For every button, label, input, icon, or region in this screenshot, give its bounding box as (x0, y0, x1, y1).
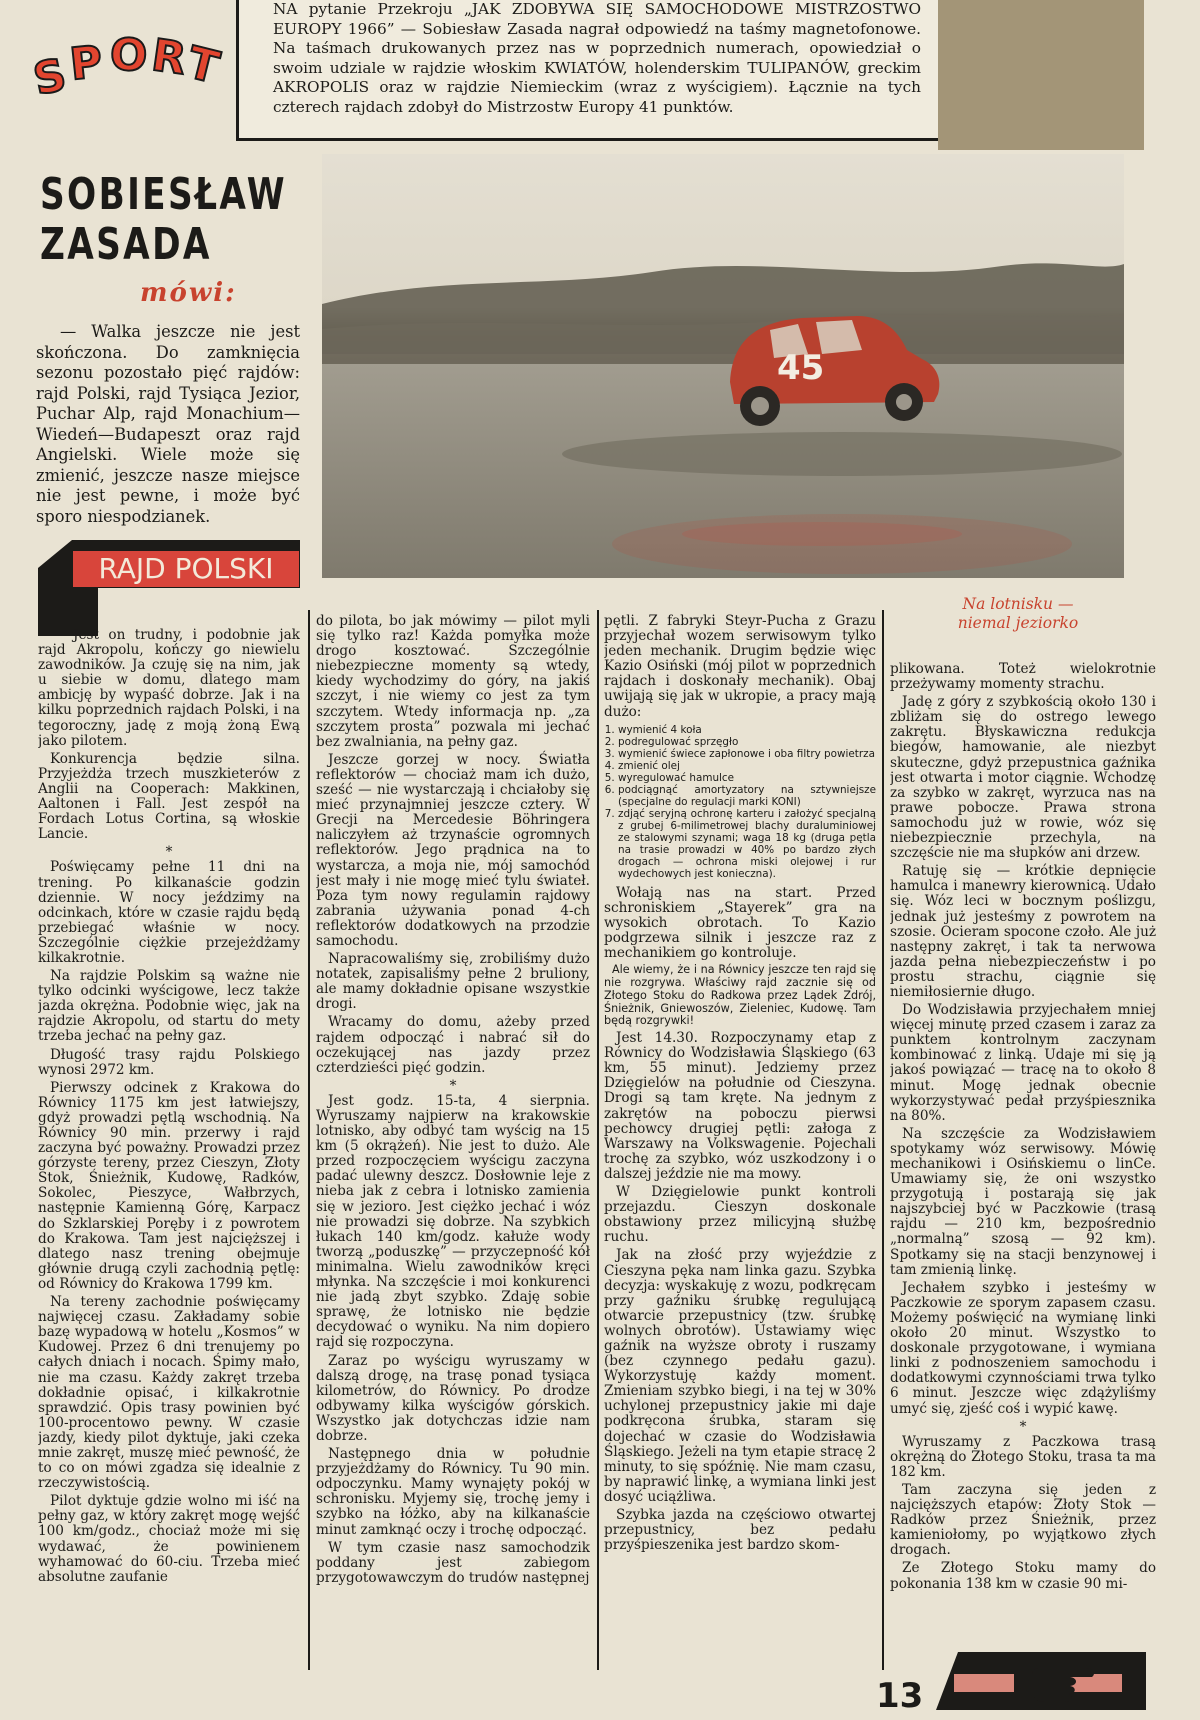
headline-line-1: SOBIESŁAW (40, 169, 287, 220)
olive-block (938, 0, 1144, 150)
page-number: 13 (876, 1676, 924, 1716)
paragraph: W tym czasie nasz samochodzik poddany jest zabiegom przygotowawczym do trudów następnej (316, 1539, 590, 1586)
separator-star: * (1019, 1418, 1027, 1435)
sport-letter-t: T (182, 37, 224, 94)
list-item: 5. wyregulować hamulce (618, 772, 876, 784)
column-divider (308, 610, 310, 1670)
photo-caption (908, 595, 1128, 633)
article-column-3 (604, 614, 876, 1674)
paragraph: Na szczęście za Wodzisławiem spotykamy wóz serwisowy. Mówię mechanikowi i Osińskiemu o linCe. Umawiamy się, że oni wszystko przygotują i postarają się jak najszybciej być w Paczkowie (trasą rajdu — 210 km, bezpośrednio „normalną” szosą — 92 km). Spotkamy się na stacji benzynowej i tam zmienią linkę. (890, 1125, 1156, 1278)
paragraph: Konkurencja będzie silna. Przyjeżdża trzech muszkieterów z Anglii na Cooperach: Makkinen, Aaltonen i Fall. Jest zespół na Fordach Lotus Cortina, są włoskie Lancie. (38, 750, 300, 843)
caption-line-1: Na lotnisku — (962, 595, 1074, 613)
section-banner: RAJD POLSKI (72, 550, 300, 588)
paragraph: Pierwszy odcinek z Krakowa do Równicy 1175 km jest łatwiejszy, gdyż prowadzi pętlą wschodnią. Na Równicy 90 min. przerwy i rajd zaczyna być poważny. Prowadzi przez górzyste tereny, przez Cieszyn, Złoty Stok, Śnieżnik, Kudowę, Radków, Sokolec, Pieszyce, Wałbrzych, następnie Kamienną Górę, Karpacz do Szklarskiej Poręby i z powrotem do Krakowa. Tam jest najcięższej i dlatego nasz trening obejmuje głównie drugą czyli zachodnią pętlę: od Równicy do Krakowa 1799 km. (38, 1079, 300, 1292)
paragraph: Następnego dnia w południe przyjeżdżamy do Równicy. Tu 90 min. odpoczynku. Mamy wynajęty pokój w schronisku. Myjemy się, trochę jemy i szybko na łóżko, aby na kilkanaście minut zamknąć oczy i trochę odpocząć. (316, 1446, 590, 1538)
caption-line-2: niemal jeziorko (957, 614, 1079, 632)
car-number: 45 (777, 348, 825, 388)
sport-letter-r: R (148, 29, 190, 86)
paragraph: Do Wodzisławia przyjechałem mniej więcej minutę przed czasem i zaraz za punktem kontrolnym zaczynam kombinować z linką. Udaje mi się ją jakoś powiązać — tracę na to około 8 minut. Mogę jednak obecnie wykorzystywać pedał przyśpiesznika na 80%. (890, 1002, 1156, 1124)
paragraph: Pilot dyktuje gdzie wolno mi iść na pełny gaz, w który zakręt mogę wejść 100 km/godz., chociaż może mi się wydawać, że powinienem wyhamować do 60-ciu. Trzeba mieć absolutne zaufanie (38, 1493, 300, 1585)
headline-subtitle: mówi: (140, 278, 237, 308)
note-paragraph: Ale wiemy, że i na Równicy jeszcze ten rajd się nie rozgrywa. Właściwy rajd zacznie się od Złotego Stoku do Radkowa przez Lądek Zdrój, Śnieżnik, Gniewoszów, Zieleniec, Kudowę. Tam będą rozgrywki! (604, 963, 876, 1028)
footer-banner (936, 1652, 1146, 1710)
paragraph: plikowana. Toteż wielokrotnie przeżywamy momenty strachu. (890, 662, 1156, 693)
paragraph: Wyruszamy z Paczkowa trasą okrężną do Złotego Stoku, trasa ta ma 182 km. (890, 1433, 1156, 1480)
paragraph: Napracowaliśmy się, zrobiliśmy dużo notatek, zapisaliśmy pełne 2 bruliony, ale mamy dokładnie opisane wszystkie drogi. (316, 951, 590, 1013)
list-item: 2. podregulować sprzęgło (618, 736, 876, 748)
maintenance-list (604, 724, 876, 880)
paragraph: Na tereny zachodnie poświęcamy najwięcej czasu. Zakładamy sobie bazę wypadową w hotelu „Kosmos” w Kudowej. Przez 6 dni trenujemy po całych dniach i nocach. Śpimy mało, nie ma czasu. Każdy zakręt trzeba dokładnie opisać, i kilkakrotnie sprawdzić. Opis trasy powinien być 100-procentowo pewny. W czasie jazdy, kiedy pilot dyktuje, jaki czeka mnie zakręt, muszę mieć pewność, że to co on mówi zgadza się idealnie z rzeczywistością. (38, 1294, 300, 1492)
intro-box (236, 0, 942, 141)
sport-letter-p: P (67, 36, 105, 91)
paragraph: do pilota, bo jak mówimy — pilot myli się tylko raz! Każda pomyłka może drogo kosztować. Szczególnie niebezpieczne momenty są wtedy, kiedy wychodzimy do góry, na jakiś szczyt, i nie wiemy co jest za tym szczytem. Wtedy informacja np. „za szczytem prosta” pozwala mi jechać bez zwalniania, na pełny gaz. (316, 614, 590, 750)
headline-line-2: ZASADA (40, 219, 212, 270)
paragraph: — Jest on trudny, i podobnie jak rajd Akropolu, kończy go niewielu zawodników. Ja czuję się na nim, jak u siebie w domu, dlatego mam ambicję by wypaść dobrze. Jak i na kilku poprzednich rajdach Polski, i na tegoroczny, jadę z moją żoną Ewą jako pilotem. (38, 628, 300, 749)
paragraph: pętli. Z fabryki Steyr-Pucha z Grazu przyjechał wozem serwisowym tylko jeden mechanik. Drugim będzie więc Kazio Osiński (mój pilot w poprzednich rajdach i doskonały mechanik). Obaj uwijają się jak w ukropie, a pracy mają dużo: (604, 614, 876, 720)
paragraph: Wołają nas na start. Przed schroniskiem „Stayerek” gra na wysokich obrotach. To Kazio podgrzewa silnik i jeszcze raz z mechanikiem go kontroluje. (604, 884, 876, 962)
sport-section-logo (29, 29, 224, 110)
paragraph: Długość trasy rajdu Polskiego wynosi 2972 km. (38, 1046, 300, 1078)
separator-star: * (449, 1077, 457, 1094)
paragraph: Na rajdzie Polskim są ważne nie tylko odcinki wyścigowe, lecz także jazda okrężna. Podobnie więc, jak na rajdzie Akropolu, od startu do mety trzeba jechać na pełny gaz. (38, 968, 300, 1045)
paragraph: W Dzięgielowie punkt kontroli przejazdu. Cieszyn doskonale obstawiony przez milicyjną służbę ruchu. (604, 1184, 876, 1246)
paragraph: Tam zaczyna się jeden z najcięższych etapów: Złoty Stok — Radków przez Śnieżnik, przez kamieniołomy, po wyjątkowo złych drogach. (890, 1481, 1156, 1559)
paragraph: Jadę z góry z szybkością około 130 i zbliżam się do ostrego lewego zakrętu. Błyskawiczna redukcja biegów, hamowanie, ale niezbyt skuteczne, gdyż przepustnica gaźnika jest otwarta i motor ciągnie. Wchodzę za szybko w zakręt, wyrzuca nas na prawe pobocze. Prawa strona samochodu już w rowie, wóz się niebezpiecznie przechyla, na szczęście nie ma słupków ani drzew. (890, 694, 1156, 862)
article-column-2 (316, 614, 590, 1674)
list-item: 6. podciągnąć amortyzatory na sztywniejsze (specjalne do regulacji marki KONI) (618, 784, 876, 808)
paragraph: Jechałem szybko i jesteśmy w Paczkowie ze sporym zapasem czasu. Możemy poświęcić na wymianę linki około 20 minut. Wszystko to doskonale przygotowane, i wymiana linki z podnoszeniem samochodu i dodatkowymi czynnościami trwa tylko 6 minut. Jeszcze więc zdążyliśmy umyć się, zjeść coś i wypić kawę. (890, 1279, 1156, 1417)
list-item: 4. zmienić olej (618, 760, 876, 772)
paragraph: Jest godz. 15-ta, 4 sierpnia. Wyruszamy najpierw na krakowskie lotnisko, aby odbyć tam wyścig na 15 km (5 okrążeń). Nie jest to dużo. Ale przed rozpoczęciem wyścigu zaczyna padać ulewny deszcz. Dosłownie leje z nieba jak z cebra i lotnisko zamienia się w jezioro. Jest ciężko jechać i wóz nie prowadzi się dobrze. Na szybkich łukach 140 km/godz. kałuże wody tworzą „poduszkę” — przyczepność kół minimalna. Wielu zawodników kręci młynka. Na szczęście i moi konkurenci nie jadą zbyt szybko. Zdaję sobie sprawę, że lotnisko nie będzie decydować o wyniku. Na nim dopiero rajd się rozpoczyna. (316, 1092, 590, 1351)
sport-letter-s: S (29, 49, 71, 106)
paragraph: Zaraz po wyścigu wyruszamy w dalszą drogę, na trasę ponad tysiąca kilometrów, do Równicy. Po drodze odbywamy kilka wyścigów górskich. Wszystko jak dotychczas idzie nam dobrze. (316, 1352, 590, 1444)
column-divider (597, 610, 599, 1670)
separator-star: * (165, 844, 173, 861)
paragraph: Szybka jazda na częściowo otwartej przepustnicy, bez pedału przyśpieszenika jest bardzo skom- (604, 1507, 876, 1554)
list-item: 7. zdjąć seryjną ochronę karteru i założyć specjalną z grubej 6-milimetrowej blachy duraluminiowej ze stalowymi szynami; waga 18 kg (druga pętla na trasie prowadzi w 40% po bardzo złych drogach — ochrona miski olejowej i rur wydechowych jest konieczna). (618, 808, 876, 880)
article-headline (40, 169, 287, 270)
intro-box-text: NA pytanie Przekroju „JAK ZDOBYWA SIĘ SAMOCHODOWE MISTRZOSTWO EUROPY 1966” — Sobiesław Zasada nagrał odpowiedź na taśmy magnetofonowe. Na taśmach drukowanych przez nas w poprzednich numerach, opowiedział o swoim udziale w rajdzie włoskim KWIATÓW, holenderskim TULIPANÓW, greckim AKROPOLIS oraz w rajdzie Niemieckim (wraz z wyścigiem). Łącznie na tych czterech rajdach zdobył do Mistrzostw Europy 41 punktów. (273, 0, 921, 116)
article-column-1 (38, 628, 300, 1673)
paragraph: Jest 14.30. Rozpoczynamy etap z Równicy do Wodzisławia Śląskiego (63 km, 55 minut). Jedziemy przez Dzięgielów na południe od Cieszyna. Drogi są tam kręte. Na jednym z zakrętów na poboczu pierwsi pechowcy drugiej pętli: załoga z Warszawy na Volkswagenie. Pojechali trochę za szybko, wóz uszkodzony i o dalszej jeździe nie ma mowy. (604, 1030, 876, 1182)
list-item: 3. wymienić świece zapłonowe i oba filtry powietrza (618, 748, 876, 760)
paragraph: Ze Złotego Stoku mamy do pokonania 138 km w czasie 90 mi- (890, 1560, 1156, 1592)
paragraph: Wracamy do domu, ażeby przed rajdem odpocząć i nabrać sił do oczekującej nas jazdy przez czterdzieści pięć godzin. (316, 1014, 590, 1076)
column-divider (882, 610, 884, 1670)
paragraph: Jeszcze gorzej w nocy. Światła reflektorów — chociaż mam ich dużo, sześć — nie wystarczają i chciałoby się mieć przynajmniej jeszcze cztery. W Grecji na Mercedesie Böhringera naliczyłem aż trzynaście ogromnych reflektorów. Jego prądnica na to wystarcza, a moja nie, mój samochód jest mały i nie mogę mieć tylu świateł. Poza tym nowy regulamin rajdowy zabrania używania ponad 4-ch reflektorów dodatkowych na przodzie samochodu. (316, 751, 590, 949)
sport-letter-o: O (109, 29, 149, 82)
paragraph: Ratuję się — krótkie depnięcie hamulca i manewry kierownicą. Udało się. Wóz leci w bocznym poślizgu, jednak już jesteśmy z powrotem na szosie. Ocieram spocone czoło. Ale już następny zakręt, i tak ta nerwowa jazda pełna niebezpieczeństw i po prostu strachu, ciągnie się niemiłosiernie długo. (890, 863, 1156, 1000)
intro-text: — Walka jeszcze nie jest skończona. Do zamknięcia sezonu pozostało pięć rajdów: rajd Polski, rajd Tysiąca Jezior, Puchar Alp, rajd Monachium—Wiedeń—Budapeszt oraz rajd Angielski. Wiele może się zmienić, jeszcze nasze miejsce nie jest pewne, i może być sporo niespodzianek. (36, 322, 300, 526)
rally-car-illustration (322, 154, 1124, 578)
paragraph: Poświęcamy pełne 11 dni na trening. Po kilkanaście godzin dziennie. W nocy jeździmy na odcinkach, które w czasie rajdu będą przebiegać właśnie w nocy. Szczególnie ciężkie przejeżdżamy kilkakrotnie. (38, 859, 300, 966)
intro-paragraph (36, 322, 300, 527)
list-item: 1. wymienić 4 koła (618, 724, 876, 736)
paragraph: Jak na złość przy wyjeździe z Cieszyna pęka nam linka gazu. Szybka decyzja: wyskakuję z wozu, podkręcam przy gaźniku śrubkę regulującą otwarcie przepustnicy (tzw. śrubkę wolnych obrotów). Ustawiamy więc gaźnik na wyższe obroty i ruszamy (bez czynnego pedału gazu). Wykorzystuję każdy moment. Zmieniam szybko biegi, i na tej w 30% uchylonej przepustnicy jakie mi daje podkręcona śrubka, staram się dojechać w czasie do Wodzisławia Śląskiego. Jeżeli na tym etapie stracę 2 minuty, to się spóźnię. Nie mam czasu, by naprawić linkę, a wymiana linki jest dosyć uciążliwa. (604, 1247, 876, 1505)
article-column-4 (890, 662, 1156, 1647)
rally-photo (322, 154, 1124, 578)
